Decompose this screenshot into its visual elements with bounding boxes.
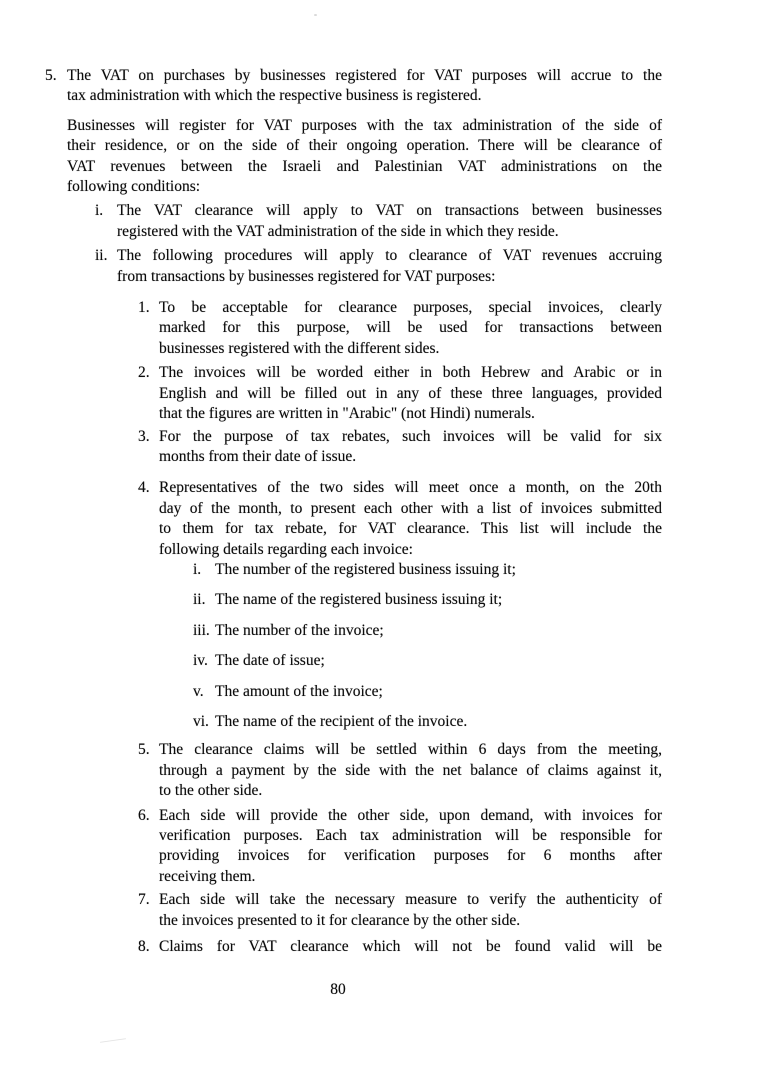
invoice-detail-i-text: The number of the registered business issuing it; xyxy=(215,560,516,578)
procedure-3 xyxy=(138,427,662,468)
scan-artifact xyxy=(100,1038,126,1043)
procedure-3-marker: 3. xyxy=(138,427,150,445)
procedure-6 xyxy=(138,806,662,888)
procedure-4-marker: 4. xyxy=(138,479,150,497)
invoice-detail-iv-marker: iv. xyxy=(193,652,208,670)
procedure-4 xyxy=(138,478,662,560)
subclause-i-marker: i. xyxy=(95,202,104,220)
invoice-detail-vi xyxy=(193,712,662,732)
clause-5 xyxy=(45,66,662,107)
invoice-detail-ii-text: The name of the registered business issuing it; xyxy=(215,591,503,609)
subclause-i xyxy=(95,201,662,242)
invoice-detail-v xyxy=(193,682,662,702)
paragraph-registration xyxy=(67,116,662,198)
invoice-detail-i-marker: i. xyxy=(193,560,202,578)
invoice-detail-v-text: The amount of the invoice; xyxy=(215,682,383,700)
procedure-8-text: Claims for VAT clearance which will not be found valid will be xyxy=(159,938,662,956)
procedure-7 xyxy=(138,890,662,931)
procedure-3-text: For the purpose of tax rebates, such invoices will be valid for six months from their date of issue. xyxy=(159,427,662,465)
invoice-detail-vi-marker: vi. xyxy=(193,712,209,730)
subclause-ii-text: The following procedures will apply to clearance of VAT revenues accruing from transactions by businesses registered for VAT purposes: xyxy=(117,247,662,285)
procedure-5 xyxy=(138,740,662,801)
invoice-detail-v-marker: v. xyxy=(193,682,204,700)
procedure-4-text: Representatives of the two sides will meet once a month, on the 20th day of the month, to present each other with a list of invoices submitted to them for tax rebate, for VAT clearance. This list will include the following details regarding each invoice: xyxy=(159,479,662,558)
clause-5-text: The VAT on purchases by businesses registered for VAT purposes will accrue to the tax administration with which the respective business is registered. xyxy=(67,67,662,105)
procedure-2-text: The invoices will be worded either in both Hebrew and Arabic or in English and will be filled out in any of these three languages, provided that the figures are written in "Arabic" (not Hindi) numerals. xyxy=(159,364,662,423)
subclause-ii-marker: ii. xyxy=(95,247,108,265)
procedure-6-text: Each side will provide the other side, upon demand, with invoices for verification purposes. Each tax administration will be responsible for providing invoices for verification purposes for 6 months after receiving them. xyxy=(159,806,662,885)
invoice-detail-iii-text: The number of the invoice; xyxy=(215,621,384,639)
procedure-7-marker: 7. xyxy=(138,891,150,909)
procedure-8-marker: 8. xyxy=(138,938,150,956)
procedure-1-marker: 1. xyxy=(138,299,150,317)
procedure-8 xyxy=(138,937,662,957)
procedure-1 xyxy=(138,298,662,359)
procedure-6-marker: 6. xyxy=(138,806,150,824)
procedure-7-text: Each side will take the necessary measure to verify the authenticity of the invoices presented to it for clearance by the other side. xyxy=(159,891,662,929)
scan-artifact xyxy=(314,14,317,16)
invoice-detail-vi-text: The name of the recipient of the invoice. xyxy=(215,712,468,730)
invoice-detail-iv-text: The date of issue; xyxy=(215,652,325,670)
procedure-2-marker: 2. xyxy=(138,364,150,382)
invoice-detail-ii xyxy=(193,590,662,610)
invoice-detail-ii-marker: ii. xyxy=(193,591,206,609)
subclause-ii xyxy=(95,246,662,287)
procedure-5-marker: 5. xyxy=(138,741,150,759)
invoice-detail-iii xyxy=(193,621,662,641)
subclause-i-text: The VAT clearance will apply to VAT on transactions between businesses registered with the VAT administration of the side in which they reside. xyxy=(117,202,662,240)
invoice-detail-i xyxy=(193,560,662,580)
procedure-5-text: The clearance claims will be settled within 6 days from the meeting, through a payment by the side with the net balance of claims against it, to the other side. xyxy=(159,741,662,800)
clause-5-marker: 5. xyxy=(45,67,57,84)
page-number: 80 xyxy=(330,981,346,999)
invoice-detail-iii-marker: iii. xyxy=(193,621,210,639)
invoice-detail-iv xyxy=(193,651,662,671)
paragraph-registration-text: Businesses will register for VAT purposes with the tax administration of the side of their residence, or on the side of their ongoing operation. There will be clearance of VAT revenues between the Israeli and Palestinian VAT administrations on the following conditions: xyxy=(67,116,662,196)
procedure-1-text: To be acceptable for clearance purposes, special invoices, clearly marked for this purpose, will be used for transactions between businesses registered with the different sides. xyxy=(159,299,662,357)
procedure-2 xyxy=(138,363,662,424)
